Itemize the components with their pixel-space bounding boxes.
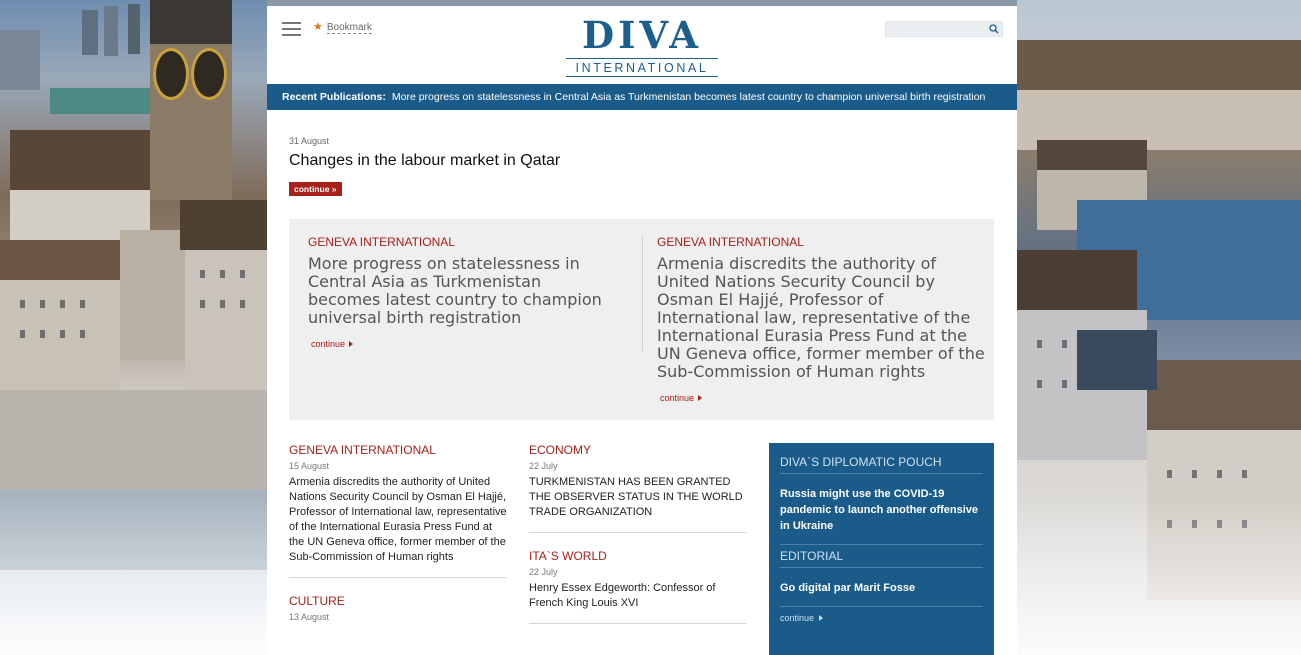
article-title[interactable]: TURKMENISTAN HAS BEEN GRANTED THE OBSERVER STATUS IN THE WORLD TRADE ORGANIZATION xyxy=(529,476,743,518)
pouch-article[interactable]: Russia might use the COVID-19 pandemic to launch another offensive in Ukraine xyxy=(780,486,983,545)
search-input[interactable] xyxy=(886,27,984,41)
lead-title[interactable]: Changes in the labour market in Qatar xyxy=(289,152,561,169)
article-title[interactable]: Henry Essex Edgeworth: Confessor of French King Louis XVI xyxy=(529,582,716,609)
featured-article xyxy=(657,235,987,405)
continue-link[interactable]: continue xyxy=(311,339,353,349)
arrow-right-icon xyxy=(698,395,702,401)
continue-link[interactable]: continue xyxy=(660,393,702,403)
article-title[interactable]: More progress on statelessness in Central Asia as Turkmenistan becomes latest country to champion universal birth registration xyxy=(308,254,602,327)
article-date: 15 August xyxy=(289,461,330,471)
news-column-2 xyxy=(529,443,747,640)
news-column-1 xyxy=(289,443,507,650)
lead-article xyxy=(289,136,560,196)
star-icon: ★ xyxy=(313,21,323,33)
article-category[interactable]: GENEVA INTERNATIONAL xyxy=(657,235,804,249)
arrow-right-icon xyxy=(819,615,823,621)
ticker-link[interactable]: More progress on statelessness in Central Asia as Turkmenistan becomes latest country to champion universal birth registration xyxy=(391,91,986,103)
logo-sub-text: INTERNATIONAL xyxy=(575,61,709,75)
article-category[interactable]: CULTURE xyxy=(289,594,345,608)
main-content xyxy=(267,6,1017,655)
background-left xyxy=(0,0,267,655)
arrow-right-icon xyxy=(349,341,353,347)
list-item xyxy=(529,549,747,624)
ticker-label: Recent Publications: xyxy=(282,91,386,103)
divider xyxy=(642,235,643,351)
editorial-heading[interactable]: EDITORIAL xyxy=(780,549,983,568)
article-category[interactable]: GENEVA INTERNATIONAL xyxy=(308,235,455,249)
bookmark-link[interactable]: ★ Bookmark xyxy=(313,21,372,33)
article-title[interactable]: Armenia discredits the authority of United Nations Security Council by Osman El Hajjé, Professor of International law, representative of the International Eurasia Press Fund at the UN Geneva office, former member of the Sub-Commission of Human rights xyxy=(657,254,985,381)
search-icon[interactable] xyxy=(989,24,999,34)
logo-main-text: DIVA xyxy=(582,13,702,57)
article-category[interactable]: GENEVA INTERNATIONAL xyxy=(289,443,436,457)
list-item xyxy=(289,594,507,634)
diplomatic-pouch-box xyxy=(769,443,994,655)
article-category[interactable]: ECONOMY xyxy=(529,443,592,457)
article-title[interactable]: Armenia discredits the authority of United Nations Security Council by Osman El Hajjé, Professor of International law, representative of the International Eurasia Press Fund at the UN Geneva office, former member of the Sub-Commission of Human rights xyxy=(289,476,507,563)
menu-icon[interactable] xyxy=(282,22,301,36)
article-date: 13 August xyxy=(289,612,330,622)
pouch-heading[interactable]: DIVA`S DIPLOMATIC POUCH xyxy=(780,455,983,474)
article-date: 22 July xyxy=(529,461,558,471)
list-item xyxy=(529,443,747,533)
article-category[interactable]: ITA`S WORLD xyxy=(529,549,607,563)
featured-article xyxy=(308,235,618,351)
recent-publications-ticker xyxy=(267,84,1017,110)
editorial-article[interactable]: Go digital par Marit Fosse xyxy=(780,580,983,607)
list-item xyxy=(289,443,507,578)
lead-date: 31 August xyxy=(289,136,330,146)
article-date: 22 July xyxy=(529,567,558,577)
lead-continue-button[interactable]: continue » xyxy=(289,182,342,196)
site-logo[interactable] xyxy=(562,15,722,77)
background-right xyxy=(1017,0,1301,655)
site-header xyxy=(267,6,1017,84)
search-box xyxy=(885,21,1003,37)
pouch-continue-link[interactable]: continue xyxy=(780,613,983,623)
featured-articles xyxy=(289,219,994,420)
